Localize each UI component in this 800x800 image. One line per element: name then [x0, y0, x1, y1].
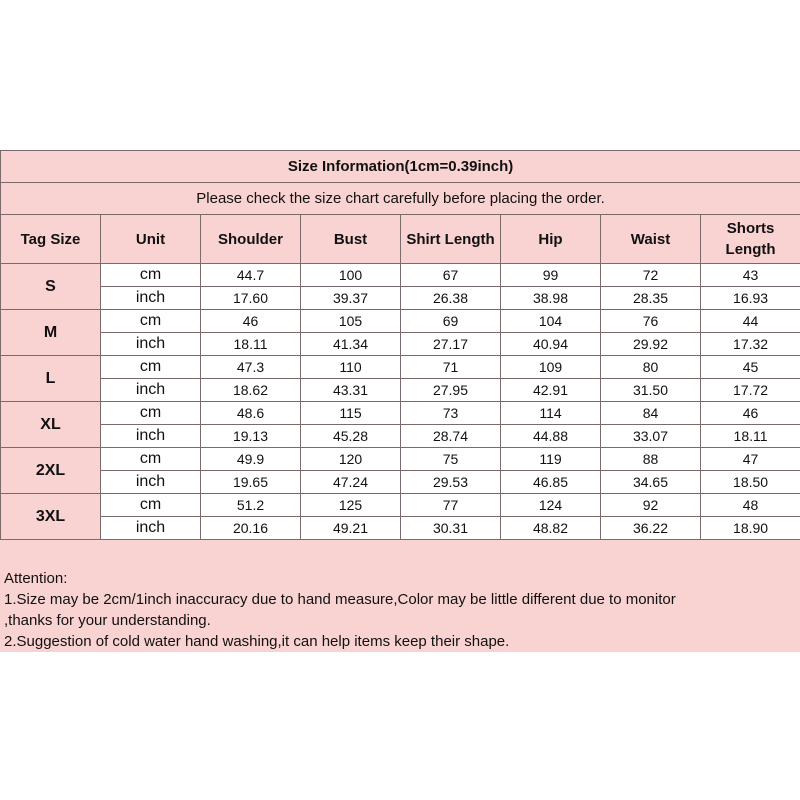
measurement-cell: 16.93	[701, 287, 800, 310]
measurement-cell: 71	[401, 356, 501, 379]
measurement-cell: 40.94	[501, 333, 601, 356]
measurement-cell: 27.17	[401, 333, 501, 356]
tag-size-cell: M	[1, 310, 101, 356]
header-waist: Waist	[601, 215, 701, 264]
unit-cell: cm	[101, 356, 201, 379]
header-shirt-length: Shirt Length	[401, 215, 501, 264]
tag-size-cell: L	[1, 356, 101, 402]
measurement-cell: 110	[301, 356, 401, 379]
unit-cell: cm	[101, 264, 201, 287]
measurement-cell: 73	[401, 402, 501, 425]
unit-cell: inch	[101, 471, 201, 494]
size-row-cm	[1, 494, 800, 517]
measurement-cell: 41.34	[301, 333, 401, 356]
measurement-cell: 28.35	[601, 287, 701, 310]
measurement-cell: 18.11	[701, 425, 800, 448]
size-chart-sheet	[0, 150, 800, 652]
measurement-cell: 34.65	[601, 471, 701, 494]
measurement-cell: 76	[601, 310, 701, 333]
unit-cell: inch	[101, 379, 201, 402]
measurement-cell: 26.38	[401, 287, 501, 310]
unit-cell: cm	[101, 402, 201, 425]
unit-cell: inch	[101, 425, 201, 448]
measurement-cell: 48.82	[501, 517, 601, 540]
measurement-cell: 46	[201, 310, 301, 333]
size-row-inch	[1, 333, 800, 356]
measurement-cell: 69	[401, 310, 501, 333]
measurement-cell: 19.65	[201, 471, 301, 494]
measurement-cell: 115	[301, 402, 401, 425]
measurement-cell: 84	[601, 402, 701, 425]
unit-cell: inch	[101, 333, 201, 356]
measurement-cell: 45.28	[301, 425, 401, 448]
size-row-inch	[1, 287, 800, 310]
measurement-cell: 100	[301, 264, 401, 287]
measurement-cell: 43.31	[301, 379, 401, 402]
measurement-cell: 39.37	[301, 287, 401, 310]
measurement-cell: 33.07	[601, 425, 701, 448]
measurement-cell: 28.74	[401, 425, 501, 448]
measurement-cell: 43	[701, 264, 800, 287]
attention-heading: Attention:	[4, 570, 68, 587]
measurement-cell: 48	[701, 494, 800, 517]
measurement-cell: 38.98	[501, 287, 601, 310]
header-row	[1, 215, 800, 264]
measurement-cell: 31.50	[601, 379, 701, 402]
unit-cell: cm	[101, 494, 201, 517]
measurement-cell: 75	[401, 448, 501, 471]
size-row-inch	[1, 517, 800, 540]
table-notice: Please check the size chart carefully before placing the order.	[1, 183, 800, 215]
measurement-cell: 48.6	[201, 402, 301, 425]
size-row-inch	[1, 379, 800, 402]
tag-size-cell: 3XL	[1, 494, 101, 540]
unit-cell: cm	[101, 310, 201, 333]
measurement-cell: 125	[301, 494, 401, 517]
measurement-cell: 17.60	[201, 287, 301, 310]
header-shorts-length: Shorts Length	[701, 215, 800, 264]
measurement-cell: 114	[501, 402, 601, 425]
measurement-cell: 105	[301, 310, 401, 333]
measurement-cell: 72	[601, 264, 701, 287]
header-tag-size: Tag Size	[1, 215, 101, 264]
measurement-cell: 27.95	[401, 379, 501, 402]
measurement-cell: 119	[501, 448, 601, 471]
unit-cell: inch	[101, 287, 201, 310]
unit-cell: inch	[101, 517, 201, 540]
measurement-cell: 45	[701, 356, 800, 379]
header-hip: Hip	[501, 215, 601, 264]
size-row-cm	[1, 448, 800, 471]
size-table	[0, 150, 800, 540]
size-row-cm	[1, 356, 800, 379]
measurement-cell: 30.31	[401, 517, 501, 540]
measurement-cell: 36.22	[601, 517, 701, 540]
header-shoulder: Shoulder	[201, 215, 301, 264]
size-row-inch	[1, 425, 800, 448]
measurement-cell: 18.90	[701, 517, 800, 540]
size-row-cm	[1, 402, 800, 425]
measurement-cell: 20.16	[201, 517, 301, 540]
measurement-cell: 47.24	[301, 471, 401, 494]
tag-size-cell: S	[1, 264, 101, 310]
unit-cell: cm	[101, 448, 201, 471]
measurement-cell: 44.7	[201, 264, 301, 287]
size-row-cm	[1, 310, 800, 333]
measurement-cell: 29.92	[601, 333, 701, 356]
measurement-cell: 47	[701, 448, 800, 471]
measurement-cell: 77	[401, 494, 501, 517]
measurement-cell: 18.62	[201, 379, 301, 402]
measurement-cell: 49.21	[301, 517, 401, 540]
header-bust: Bust	[301, 215, 401, 264]
measurement-cell: 47.3	[201, 356, 301, 379]
measurement-cell: 44.88	[501, 425, 601, 448]
measurement-cell: 109	[501, 356, 601, 379]
measurement-cell: 51.2	[201, 494, 301, 517]
measurement-cell: 92	[601, 494, 701, 517]
attention-notes	[4, 568, 798, 652]
measurement-cell: 42.91	[501, 379, 601, 402]
measurement-cell: 18.11	[201, 333, 301, 356]
size-row-cm	[1, 264, 800, 287]
size-row-inch	[1, 471, 800, 494]
measurement-cell: 99	[501, 264, 601, 287]
tag-size-cell: 2XL	[1, 448, 101, 494]
measurement-cell: 46	[701, 402, 800, 425]
measurement-cell: 67	[401, 264, 501, 287]
measurement-cell: 124	[501, 494, 601, 517]
measurement-cell: 46.85	[501, 471, 601, 494]
measurement-cell: 104	[501, 310, 601, 333]
measurement-cell: 18.50	[701, 471, 800, 494]
measurement-cell: 88	[601, 448, 701, 471]
measurement-cell: 80	[601, 356, 701, 379]
measurement-cell: 17.72	[701, 379, 800, 402]
header-unit: Unit	[101, 215, 201, 264]
tag-size-cell: XL	[1, 402, 101, 448]
measurement-cell: 29.53	[401, 471, 501, 494]
measurement-cell: 19.13	[201, 425, 301, 448]
attention-line-1: 1.Size may be 2cm/1inch inaccuracy due to hand measure,Color may be little different due to monitor	[4, 591, 676, 608]
table-title: Size Information(1cm=0.39inch)	[1, 151, 800, 183]
attention-line-3: 2.Suggestion of cold water hand washing,it can help items keep their shape.	[4, 633, 510, 650]
measurement-cell: 17.32	[701, 333, 800, 356]
measurement-cell: 49.9	[201, 448, 301, 471]
measurement-cell: 44	[701, 310, 800, 333]
measurement-cell: 120	[301, 448, 401, 471]
attention-line-2: ,thanks for your understanding.	[4, 612, 211, 629]
